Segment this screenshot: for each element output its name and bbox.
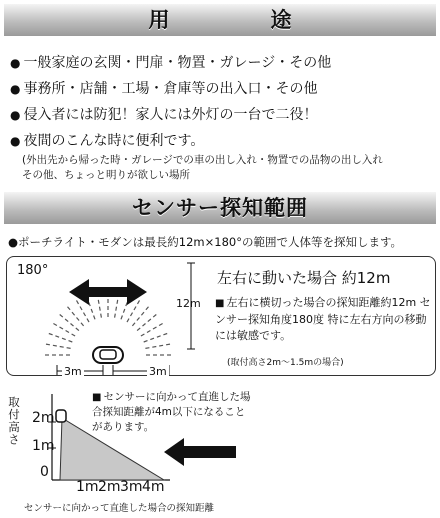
detection-ray <box>65 319 68 322</box>
usage-note-line: その他、ちょっと明りが欲しい場所 <box>22 169 190 181</box>
y-tick-label: 0 <box>40 464 49 480</box>
square-bullet-icon: ■ <box>215 298 225 309</box>
use-list <box>10 50 435 154</box>
bullet-icon: ● <box>10 108 21 122</box>
detection-ray <box>77 318 80 321</box>
panel-heading: 左右に動いた場合 約12m <box>217 269 391 287</box>
detection-ray <box>134 307 136 311</box>
use-text: 事務所・店舗・工場・倉庫等の出入口・その他 <box>23 81 318 97</box>
bullet-icon: ● <box>10 56 21 70</box>
detection-ray <box>166 344 170 345</box>
detection-ray <box>150 338 154 339</box>
detection-ray <box>137 318 140 321</box>
detection-ray <box>89 302 90 306</box>
detection-ray <box>159 345 163 346</box>
detection-ray <box>159 324 163 326</box>
detection-ray <box>72 334 76 336</box>
detection-ray <box>157 336 161 337</box>
bullet-icon: ● <box>10 82 21 96</box>
detection-rays <box>45 292 171 355</box>
detection-ray <box>60 347 64 348</box>
angle-label: 180° <box>17 263 49 278</box>
usage-note <box>22 153 437 183</box>
detection-ray <box>153 327 157 329</box>
list-item <box>10 76 435 102</box>
detection-ray <box>117 300 118 304</box>
detection-ray <box>76 328 79 331</box>
side-label-right: 3m <box>149 365 167 378</box>
list-item <box>10 102 435 128</box>
detection-ray <box>53 345 57 346</box>
detection-ray <box>69 341 73 342</box>
detection-ray <box>100 307 101 311</box>
detection-ray <box>81 323 84 326</box>
approach-callout <box>92 390 252 435</box>
detection-ray <box>101 314 102 318</box>
use-text: 一般家庭の玄関・門扉・物置・ガレージ・その他 <box>23 55 332 71</box>
list-item <box>10 50 435 76</box>
detection-ray <box>132 323 135 326</box>
detection-ray <box>66 331 69 333</box>
detection-ray <box>84 313 86 316</box>
detection-ray <box>141 312 144 315</box>
detection-ray <box>98 300 99 304</box>
detection-ray <box>115 314 116 318</box>
detection-ray <box>147 331 150 333</box>
detection-ray <box>152 347 156 348</box>
x-tick-label: 3m <box>120 479 143 495</box>
height-label: 12m <box>176 297 201 310</box>
detection-ray <box>148 319 151 322</box>
detection-ray <box>116 307 117 311</box>
detection-panel <box>6 256 436 376</box>
range-intro: ●ポーチライト・モダンは最長約12m×180°の範囲で人体等を探知します。 <box>8 235 403 249</box>
bullet-icon: ● <box>10 134 21 148</box>
side-view-section <box>0 384 440 518</box>
square-bullet-icon: ■ <box>92 392 102 403</box>
section-title-use: 用 途 <box>4 4 436 36</box>
x-tick-label: 1m <box>76 479 99 495</box>
x-tick-label: 4m <box>142 479 165 495</box>
x-tick-label: 2m <box>98 479 121 495</box>
detection-ray <box>144 341 148 342</box>
detection-ray <box>46 344 50 345</box>
panel-footnote: (取付高さ2m〜1.5mの場合) <box>227 358 344 368</box>
x-axis-caption: センサーに向かって直進した場合の探知距離 <box>24 503 215 514</box>
section-title-range: センサー探知範囲 <box>4 192 436 224</box>
detection-ray <box>131 313 133 316</box>
list-item <box>10 128 435 154</box>
arrow-left-icon <box>164 438 236 466</box>
detection-ray <box>71 324 74 327</box>
sensor-light-icon <box>93 347 123 363</box>
side-label-left: 3m <box>64 365 82 378</box>
panel-body <box>215 295 435 344</box>
callout-text: センサーに向かって直進した場合探知距離が4m以下になることがあります。 <box>92 391 251 433</box>
detection-ray <box>62 338 66 339</box>
y-axis-label: 取付高さ <box>7 396 21 446</box>
use-text: 侵入者には防犯！家人には外灯の一台で二役！ <box>23 107 318 123</box>
detection-ray <box>126 302 127 306</box>
detection-ray <box>49 334 53 335</box>
detection-ray <box>163 334 167 335</box>
detection-ray <box>127 319 129 323</box>
detection-ray <box>55 336 59 337</box>
detection-ray <box>68 307 71 310</box>
detection-ray <box>60 315 63 318</box>
detection-ray <box>143 324 146 327</box>
detection-ray <box>94 316 95 320</box>
detection-ray <box>91 309 92 313</box>
detection-ray <box>77 300 79 304</box>
detection-ray <box>67 348 71 349</box>
detection-ray <box>80 307 82 311</box>
y-tick-label: 2m <box>32 410 55 426</box>
detection-ray <box>87 319 89 323</box>
use-text: 夜間のこんな時に便利です。 <box>23 133 205 149</box>
usage-note-line: (外出先から帰った時・ガレージでの車の出し入れ・物置での品物の出し入れ <box>22 154 383 166</box>
detection-ray <box>60 327 64 329</box>
detection-ray <box>138 300 140 304</box>
detection-ray <box>145 348 149 349</box>
sensor-mount-icon <box>56 410 66 422</box>
detection-ray <box>121 316 122 320</box>
detection-ray <box>153 315 156 318</box>
panel-body-text: 左右に横切った場合の探知距離約12m センサー探知角度180度 特に左右方向の移動には敏感です。 <box>215 296 431 342</box>
detection-ray <box>137 328 140 331</box>
y-tick-label: 1m <box>32 438 55 454</box>
detection-ray <box>53 324 57 326</box>
detection-ray <box>72 312 75 315</box>
detection-ray <box>141 334 145 336</box>
detection-ray <box>146 307 149 310</box>
detection-ray <box>123 309 124 313</box>
